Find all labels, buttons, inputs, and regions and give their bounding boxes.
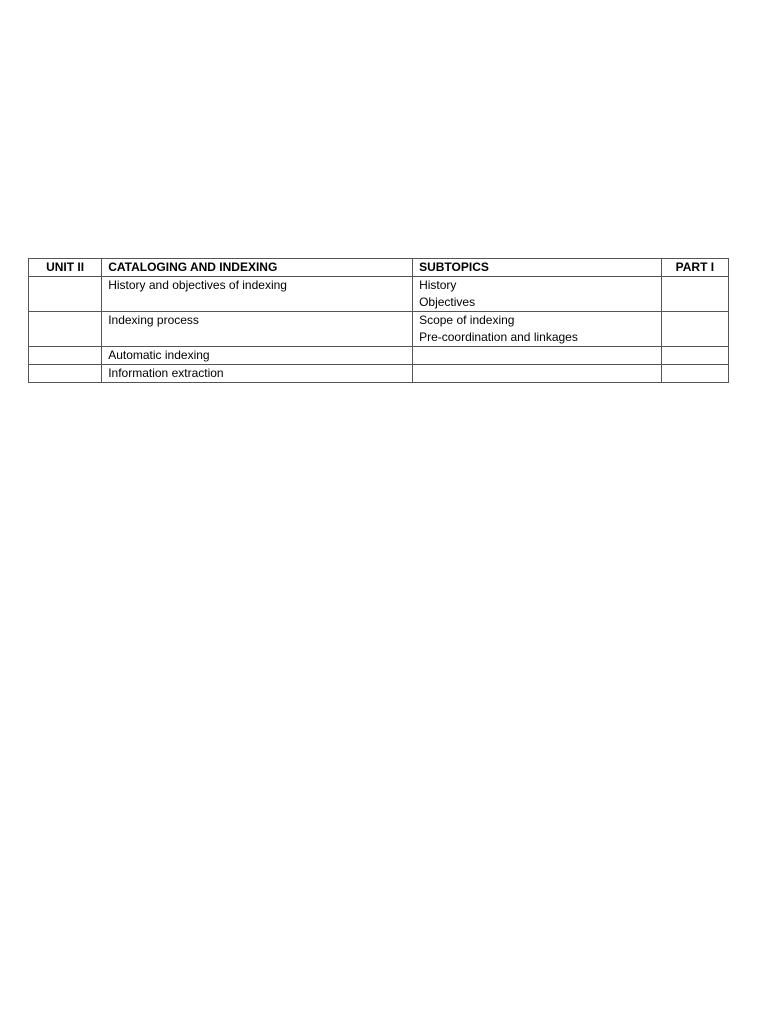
part-cell: [661, 347, 728, 365]
subtopics-cell: [413, 347, 662, 365]
unit-cell: [29, 365, 102, 383]
part-cell: [661, 365, 728, 383]
subtopics-cell: [413, 277, 662, 312]
part-cell: [661, 277, 728, 312]
unit-cell: [29, 277, 102, 312]
subtopic-item: History: [419, 278, 457, 292]
topic-cell: Information extraction: [102, 365, 413, 383]
unit-cell: [29, 312, 102, 347]
part-cell: [661, 312, 728, 347]
table-row: [29, 365, 729, 383]
table-body: [29, 277, 729, 383]
unit-cell: [29, 347, 102, 365]
header-subtopics: SUBTOPICS: [413, 259, 662, 277]
table-row: [29, 347, 729, 365]
syllabus-table: [28, 258, 729, 383]
subtopic-item: Pre-coordination and linkages: [419, 330, 578, 344]
header-unit: UNIT II: [29, 259, 102, 277]
subtopics-cell: [413, 365, 662, 383]
header-topic: CATALOGING AND INDEXING: [102, 259, 413, 277]
subtopics-cell: [413, 312, 662, 347]
topic-cell: History and objectives of indexing: [102, 277, 413, 312]
topic-cell: Automatic indexing: [102, 347, 413, 365]
subtopic-item: Objectives: [419, 295, 476, 309]
subtopic-empty: [419, 347, 655, 364]
table-row: [29, 312, 729, 347]
topic-cell: Indexing process: [102, 312, 413, 347]
table-header-row: [29, 259, 729, 277]
subtopic-empty: [419, 365, 655, 382]
table-row: [29, 277, 729, 312]
subtopic-item: Scope of indexing: [419, 313, 515, 327]
header-part: PART I: [661, 259, 728, 277]
